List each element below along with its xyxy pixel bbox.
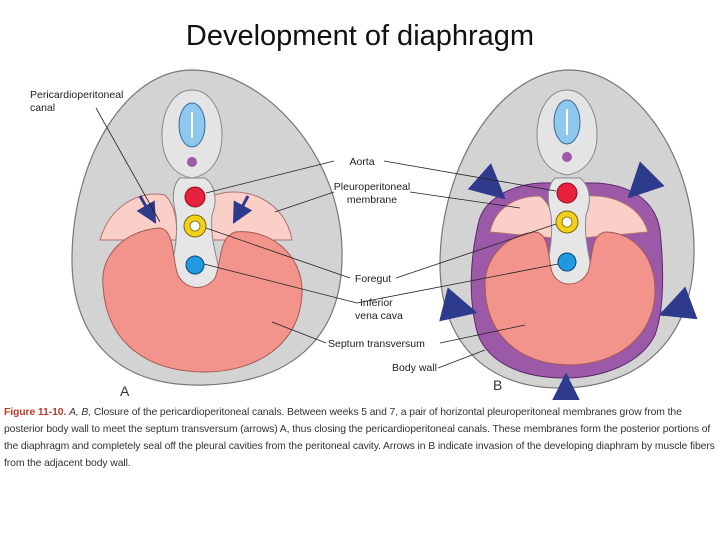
label-septum-transversum: Septum transversum <box>328 338 425 350</box>
figure-number: Figure 11-10. <box>4 407 67 418</box>
label-pleuroperitoneal-membrane-line1: Pleuroperitoneal <box>333 181 411 193</box>
aorta-a <box>185 187 205 207</box>
caption-text: Closure of the pericardioperitoneal canals. Between weeks 5 and 7, a pair of horizontal pleuroperitoneal membranes grow from the posterior body wall to meet the septum transversum (arrows) A, thus closing the pericardioperitoneal canals. These membranes form the posterior portions of the diaphragm and completely seal off the pleural cavities from the peritoneal cavity. Arrows in B indicate invasion of the developing diaphram by muscle fibers from the adjacent body wall. <box>4 407 715 469</box>
label-pericardioperitoneal-canal-line2: canal <box>30 102 56 114</box>
aorta-b <box>557 183 577 203</box>
label-pleuroperitoneal-membrane-line2: membrane <box>346 194 398 206</box>
panel-label-b: B <box>493 377 503 393</box>
slide-title: Development of diaphragm <box>185 20 535 52</box>
inferior-vena-cava-a <box>186 256 204 274</box>
label-inferior-vena-cava-line2: vena cava <box>355 310 403 322</box>
inferior-vena-cava-b <box>558 253 576 271</box>
label-pericardioperitoneal-canal-line1: Pericardioperitoneal <box>30 89 124 101</box>
notochord-a <box>187 157 197 167</box>
label-foregut: Foregut <box>354 273 392 285</box>
figure-caption <box>4 404 716 472</box>
figure-refs: A, B, <box>69 407 92 418</box>
panel-b-cross-section <box>440 70 694 392</box>
notochord-b <box>562 152 572 162</box>
label-inferior-vena-cava-line1: Inferior <box>360 297 393 309</box>
label-aorta: Aorta <box>349 156 375 168</box>
panel-a-cross-section <box>72 70 342 385</box>
label-body-wall: Body wall <box>392 362 437 374</box>
panel-label-a: A <box>120 383 130 399</box>
